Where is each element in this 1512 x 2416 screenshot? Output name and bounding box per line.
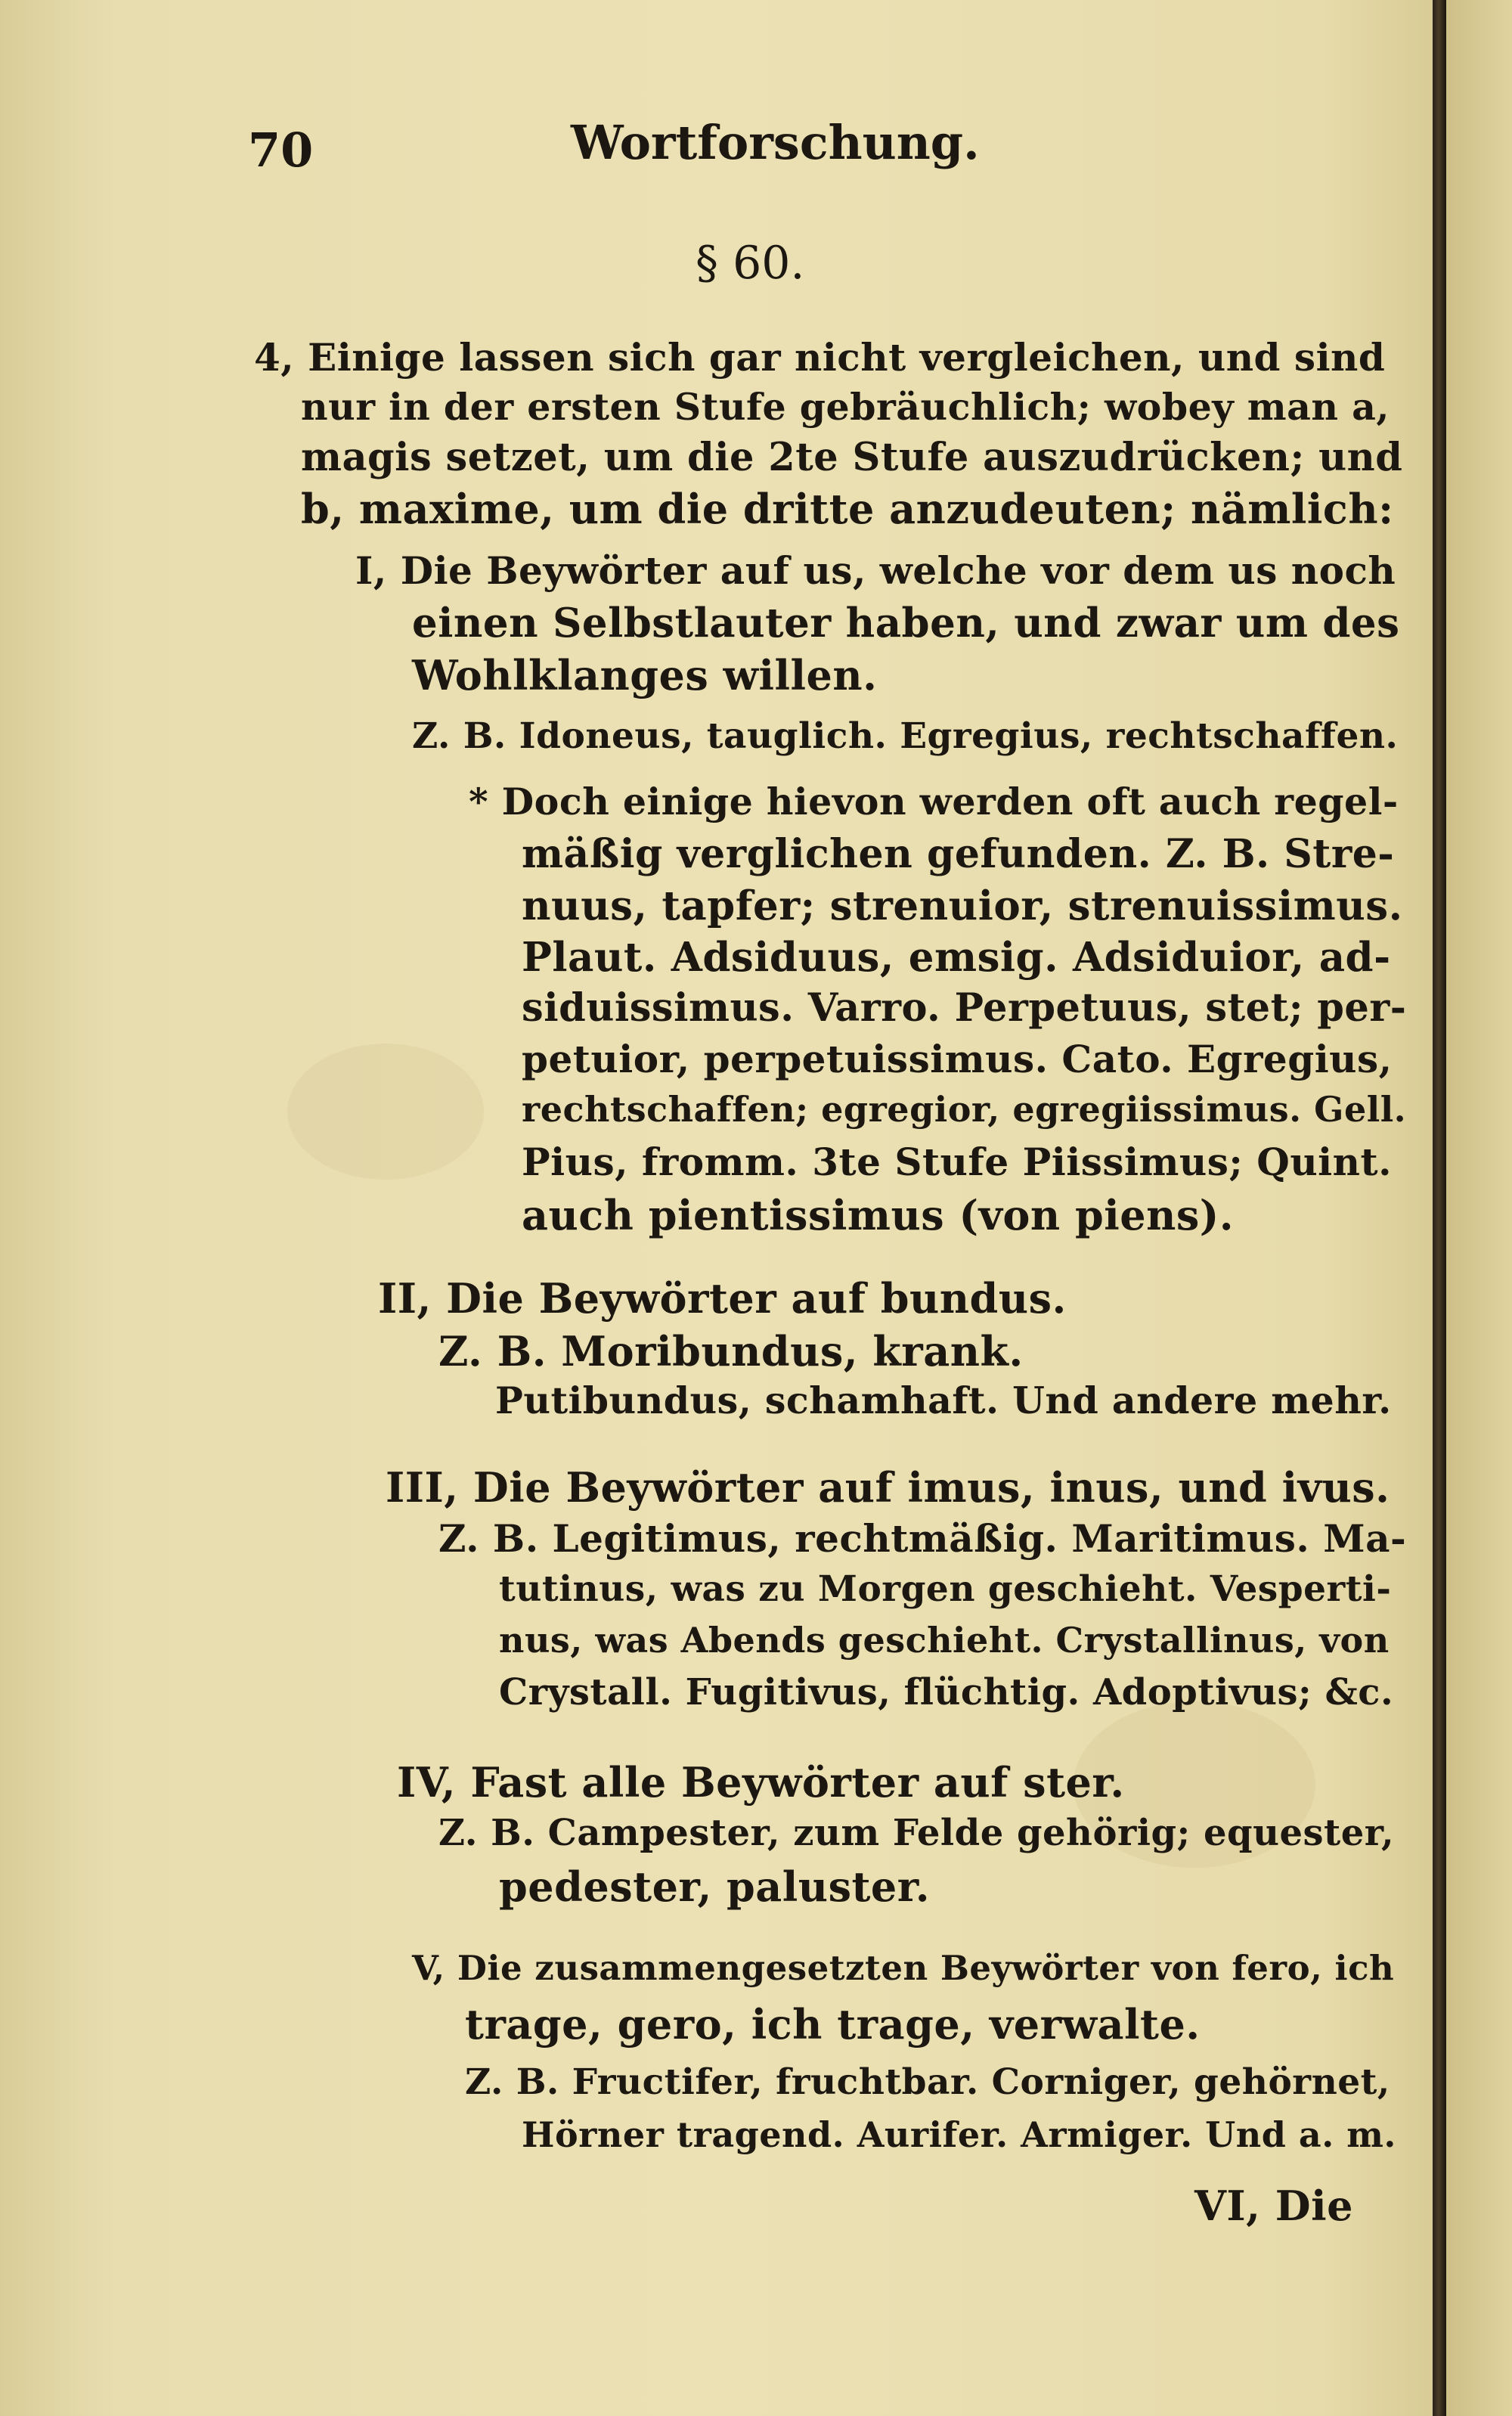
text-line: V, Die zusammengesetzten Beywörter von fero, ich	[412, 1948, 1395, 1988]
catchword: VI, Die	[1194, 2182, 1353, 2230]
text-line: mäßig verglichen gefunden. Z. B. Stre-	[522, 831, 1395, 877]
text-line: Z. B. Legitimus, rechtmäßig. Maritimus. Ma-	[438, 1516, 1407, 1561]
text-line: II, Die Beywörter auf bundus.	[378, 1274, 1067, 1323]
text-line: Z. B. Idoneus, tauglich. Egregius, rechtschaffen.	[412, 715, 1399, 757]
text-line: trage, gero, ich trage, verwalte.	[465, 2000, 1201, 2048]
text-line: tutinus, was zu Morgen geschieht. Vesperti-	[499, 1568, 1392, 1610]
text-line: magis setzet, um die 2te Stufe auszudrücken; und	[301, 435, 1403, 480]
text-line: auch pientissimus (von piens).	[522, 1191, 1235, 1239]
text-line: I, Die Beywörter auf us, welche vor dem us noch	[355, 548, 1396, 593]
text-line: III, Die Beywörter auf imus, inus, und ivus.	[386, 1463, 1390, 1512]
text-line: Crystall. Fugitivus, flüchtig. Adoptivus; &c.	[499, 1671, 1394, 1714]
section-heading: § 60.	[696, 237, 805, 290]
running-title: Wortforschung.	[571, 115, 980, 170]
text-line: pedester, paluster.	[499, 1862, 931, 1911]
text-line: nus, was Abends geschieht. Crystallinus, von	[499, 1620, 1390, 1661]
text-line: siduissimus. Varro. Perpetuus, stet; per-	[522, 985, 1407, 1031]
text-line: rechtschaffen; egregior, egregiissimus. Gell.	[522, 1089, 1407, 1130]
text-line: Z. B. Campester, zum Felde gehörig; equester,	[438, 1812, 1395, 1854]
text-line: Plaut. Adsiduus, emsig. Adsiduior, ad-	[522, 934, 1391, 981]
text-line: Z. B. Fructifer, fruchtbar. Corniger, gehörnet,	[465, 2061, 1390, 2103]
text-line: petuior, perpetuissimus. Cato. Egregius,	[522, 1037, 1393, 1081]
facing-page-edge	[1446, 0, 1512, 2416]
text-line: IV, Fast alle Beywörter auf ster.	[397, 1758, 1125, 1807]
text-line: Z. B. Moribundus, krank.	[438, 1327, 1024, 1375]
book-spine	[1433, 0, 1446, 2416]
text-line: * Doch einige hievon werden oft auch regel-	[469, 780, 1399, 823]
text-line: Hörner tragend. Aurifer. Armiger. Und a. m.	[522, 2114, 1396, 2155]
paper-stain	[287, 1044, 484, 1180]
text-line: Wohlklanges willen.	[412, 651, 878, 699]
text-line: nur in der ersten Stufe gebräuchlich; wobey man a,	[301, 385, 1390, 429]
page-number: 70	[248, 123, 314, 178]
text-line: b, maxime, um die dritte anzudeuten; nämlich:	[301, 485, 1394, 533]
text-line: nuus, tapfer; strenuior, strenuissimus.	[522, 882, 1403, 929]
text-line: einen Selbstlauter haben, und zwar um des	[412, 600, 1400, 647]
text-line: Pius, fromm. 3te Stufe Piissimus; Quint.	[522, 1140, 1393, 1184]
text-line: 4, Einige lassen sich gar nicht vergleichen, und sind	[254, 335, 1386, 380]
text-line: Putibundus, schamhaft. Und andere mehr.	[495, 1379, 1392, 1422]
